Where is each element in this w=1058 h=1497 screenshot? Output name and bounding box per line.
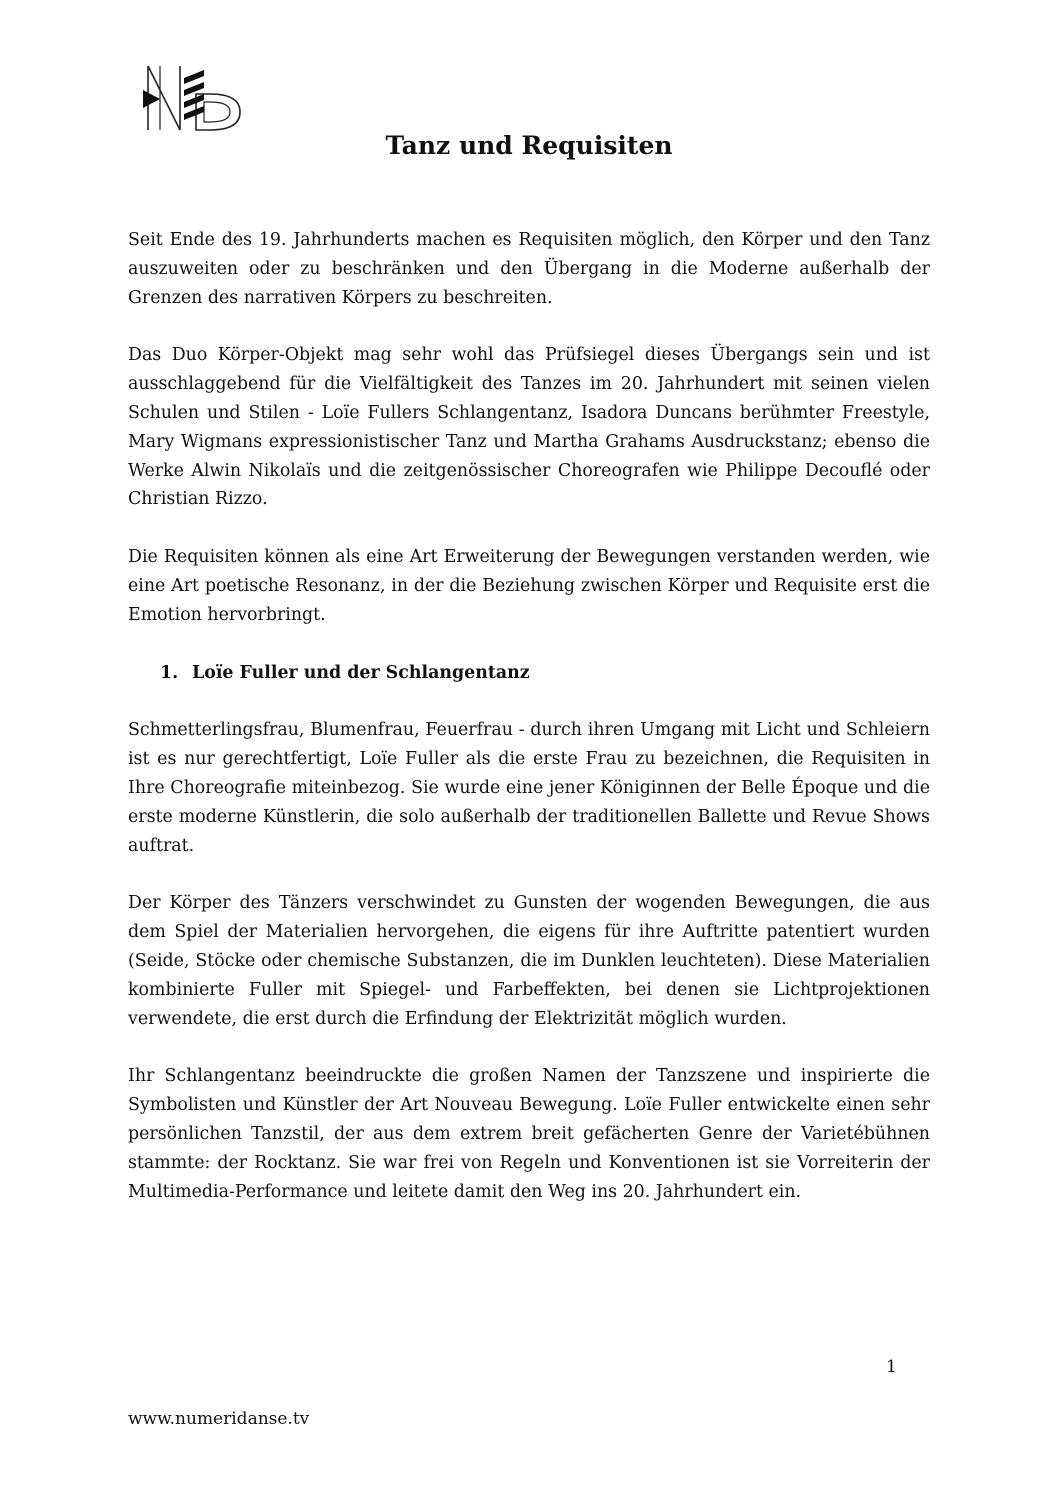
nd-logo-icon: [140, 64, 244, 132]
page-number: 1: [886, 1357, 897, 1377]
section-number: 1.: [160, 662, 179, 683]
paragraph-2: Das Duo Körper-Objekt mag sehr wohl das Prüfsiegel dieses Übergangs sein und ist ausschlaggebend für die Vielfältigkeit des Tanzes im 20. Jahrhundert mit seinen vielen Schulen und Stilen - Loïe Fullers Schlangentanz, Isadora Duncans berühmter Freestyle, Mary Wigmans expressionistischer Tanz und Martha Grahams Ausdruckstanz; ebenso die Werke Alwin Nikolaïs und die zeitgenössischer Choreografen wie Philippe Decouflé oder Christian Rizzo.: [128, 345, 930, 510]
paragraph-1: Seit Ende des 19. Jahrhunderts machen es Requisiten möglich, den Körper und den Tanz auszuweiten oder zu beschränken und den Übergang in die Moderne außerhalb der Grenzen des narrativen Körpers zu beschreiten.: [128, 230, 930, 308]
document-body: [128, 226, 930, 1235]
section-paragraph-2: Der Körper des Tänzers verschwindet zu Gunsten der wogenden Bewegungen, die aus dem Spiel der Materialien hervorgehen, die eigens für ihre Auftritte patentiert wurden (Seide, Stöcke oder chemische Substanzen, die im Dunklen leuchteten). Diese Materialien kombinierte Fuller mit Spiegel- und Farbeffekten, bei denen sie Lichtprojektionen verwendete, die erst durch die Erfindung der Elektrizität möglich wurden.: [128, 893, 930, 1029]
section-paragraph-1: Schmetterlingsfrau, Blumenfrau, Feuerfrau - durch ihren Umgang mit Licht und Schleiern ist es nur gerechtfertigt, Loïe Fuller als die erste Frau zu bezeichnen, die Requisiten in Ihre Choreografie miteinbezog. Sie wurde eine jener Königinnen der Belle Époque und die erste moderne Künstlerin, die solo außerhalb der traditionellen Ballette und Revue Shows auftrat.: [128, 720, 930, 856]
document-title: Tanz und Requisiten: [385, 131, 673, 160]
paragraph-3: Die Requisiten können als eine Art Erweiterung der Bewegungen verstanden werden, wie eine Art poetische Resonanz, in der die Beziehung zwischen Körper und Requisite erst die Emotion hervorbringt.: [128, 547, 930, 625]
section-heading: [128, 659, 930, 688]
footer-url: www.numeridanse.tv: [128, 1409, 310, 1429]
section-paragraph-3: Ihr Schlangentanz beeindruckte die großen Namen der Tanzszene und inspirierte die Symbolisten und Künstler der Art Nouveau Bewegung. Loïe Fuller entwickelte einen sehr persönlichen Tanzstil, der aus dem extrem breit gefächerten Genre der Varietébühnen stammte: der Rocktanz. Sie war frei von Regeln und Konventionen ist sie Vorreiterin der Multimedia-Performance und leitete damit den Weg ins 20. Jahrhundert ein.: [128, 1066, 930, 1202]
section-heading-text: Loïe Fuller und der Schlangentanz: [192, 662, 530, 683]
